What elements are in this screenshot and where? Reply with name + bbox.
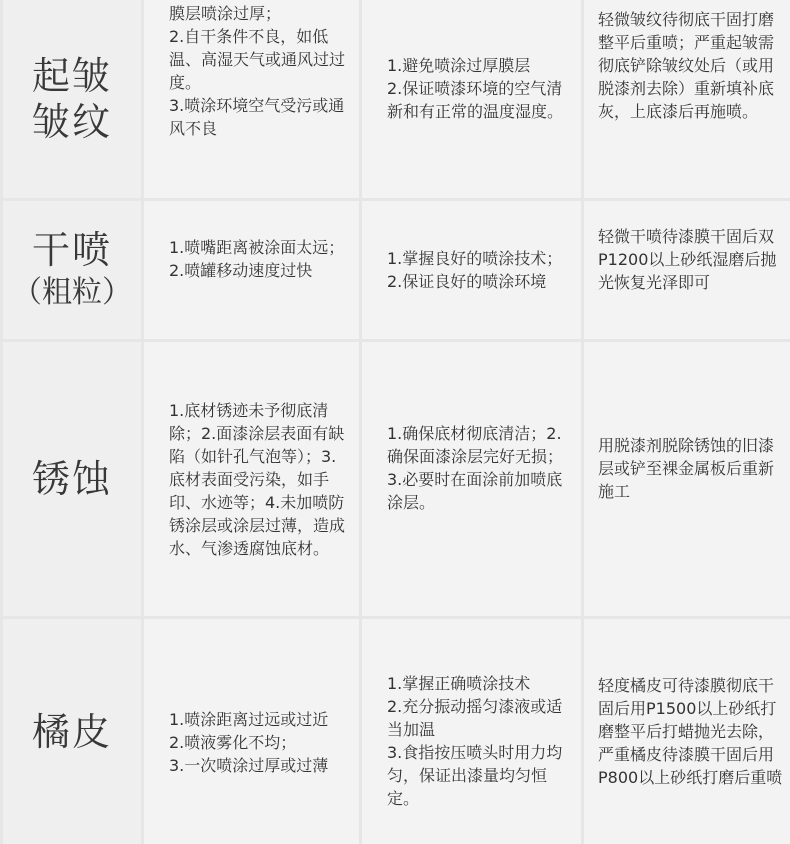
defect-label-main: 干喷 bbox=[31, 228, 112, 272]
prevention-text: 1.掌握良好的喷涂技术； 2.保证良好的喷涂环境 bbox=[387, 249, 563, 291]
cause-text: 1.喷嘴距离被涂面太远； 2.喷罐移动速度过快 bbox=[169, 238, 345, 280]
remedy-text: 轻微皱纹待彻底干固打磨整平后重喷；严重起皱需彻底铲除皱纹处后（或用脱漆剂去除）重新填补底灰，上底漆后再施喷。 bbox=[598, 10, 775, 121]
prevention-cell bbox=[362, 201, 581, 339]
defect-label-cell bbox=[3, 619, 141, 844]
cause-text: 1.喷涂距离过远或过近 2.喷液雾化不均； 3.一次喷涂过厚或过薄 bbox=[169, 710, 329, 775]
cause-cell bbox=[144, 619, 359, 844]
prevention-cell bbox=[362, 0, 581, 198]
defect-label-cell bbox=[3, 342, 141, 616]
defect-label-cell bbox=[3, 201, 141, 339]
remedy-cell bbox=[584, 619, 790, 844]
prevention-cell bbox=[362, 342, 581, 616]
cause-cell bbox=[144, 0, 359, 198]
prevention-cell bbox=[362, 619, 581, 844]
prevention-text: 1.确保底材彻底清洁；2.确保面漆涂层完好无损； 3.必要时在面涂前加喷底涂层。 bbox=[387, 424, 564, 512]
defect-label: 橘皮 bbox=[31, 709, 112, 754]
prevention-text: 1.掌握正确喷涂技术 2.充分振动摇匀漆液或适当加温 3.食指按压喷头时用力均匀，保证出漆量均匀恒定。 bbox=[387, 673, 563, 808]
remedy-text: 用脱漆剂脱除锈蚀的旧漆层或铲至裸金属板后重新施工 bbox=[598, 435, 775, 501]
cause-text: 1.底材锈迹未予彻底清除；2.面漆涂层表面有缺陷（如针孔气泡等）；3.底材表面受污染，如手印、水迹等；4.未加喷防锈涂层或涂层过薄，造成水、气渗透腐蚀底材。 bbox=[169, 400, 346, 558]
remedy-cell bbox=[584, 342, 790, 616]
cause-cell bbox=[144, 342, 359, 616]
defect-label: 起皱 皱纹 bbox=[31, 54, 112, 144]
remedy-text: 轻度橘皮可待漆膜彻底干固后用P1500以上砂纸打磨整平后打蜡抛光去除，严重橘皮待漆膜干固后用P800以上砂纸打磨后重喷 bbox=[598, 676, 783, 787]
cause-cell bbox=[144, 201, 359, 339]
defect-label-sub: （粗粒） bbox=[12, 275, 132, 310]
defect-label: 锈蚀 bbox=[31, 457, 112, 501]
defect-label-cell bbox=[3, 0, 141, 198]
remedy-cell bbox=[584, 201, 790, 339]
remedy-cell bbox=[584, 0, 790, 198]
remedy-text: 轻微干喷待漆膜干固后双P1200以上砂纸湿磨后抛光恢复光泽即可 bbox=[598, 226, 777, 292]
cause-text: 膜层喷涂过厚； 2.自干条件不良，如低温、高湿天气或通风过过度。 3.喷涂环境空气受污或通风不良 bbox=[169, 4, 346, 138]
defect-label bbox=[12, 201, 132, 339]
prevention-text: 1.避免喷涂过厚膜层 2.保证喷漆环境的空气清新和有正常的温度湿度。 bbox=[387, 55, 564, 121]
